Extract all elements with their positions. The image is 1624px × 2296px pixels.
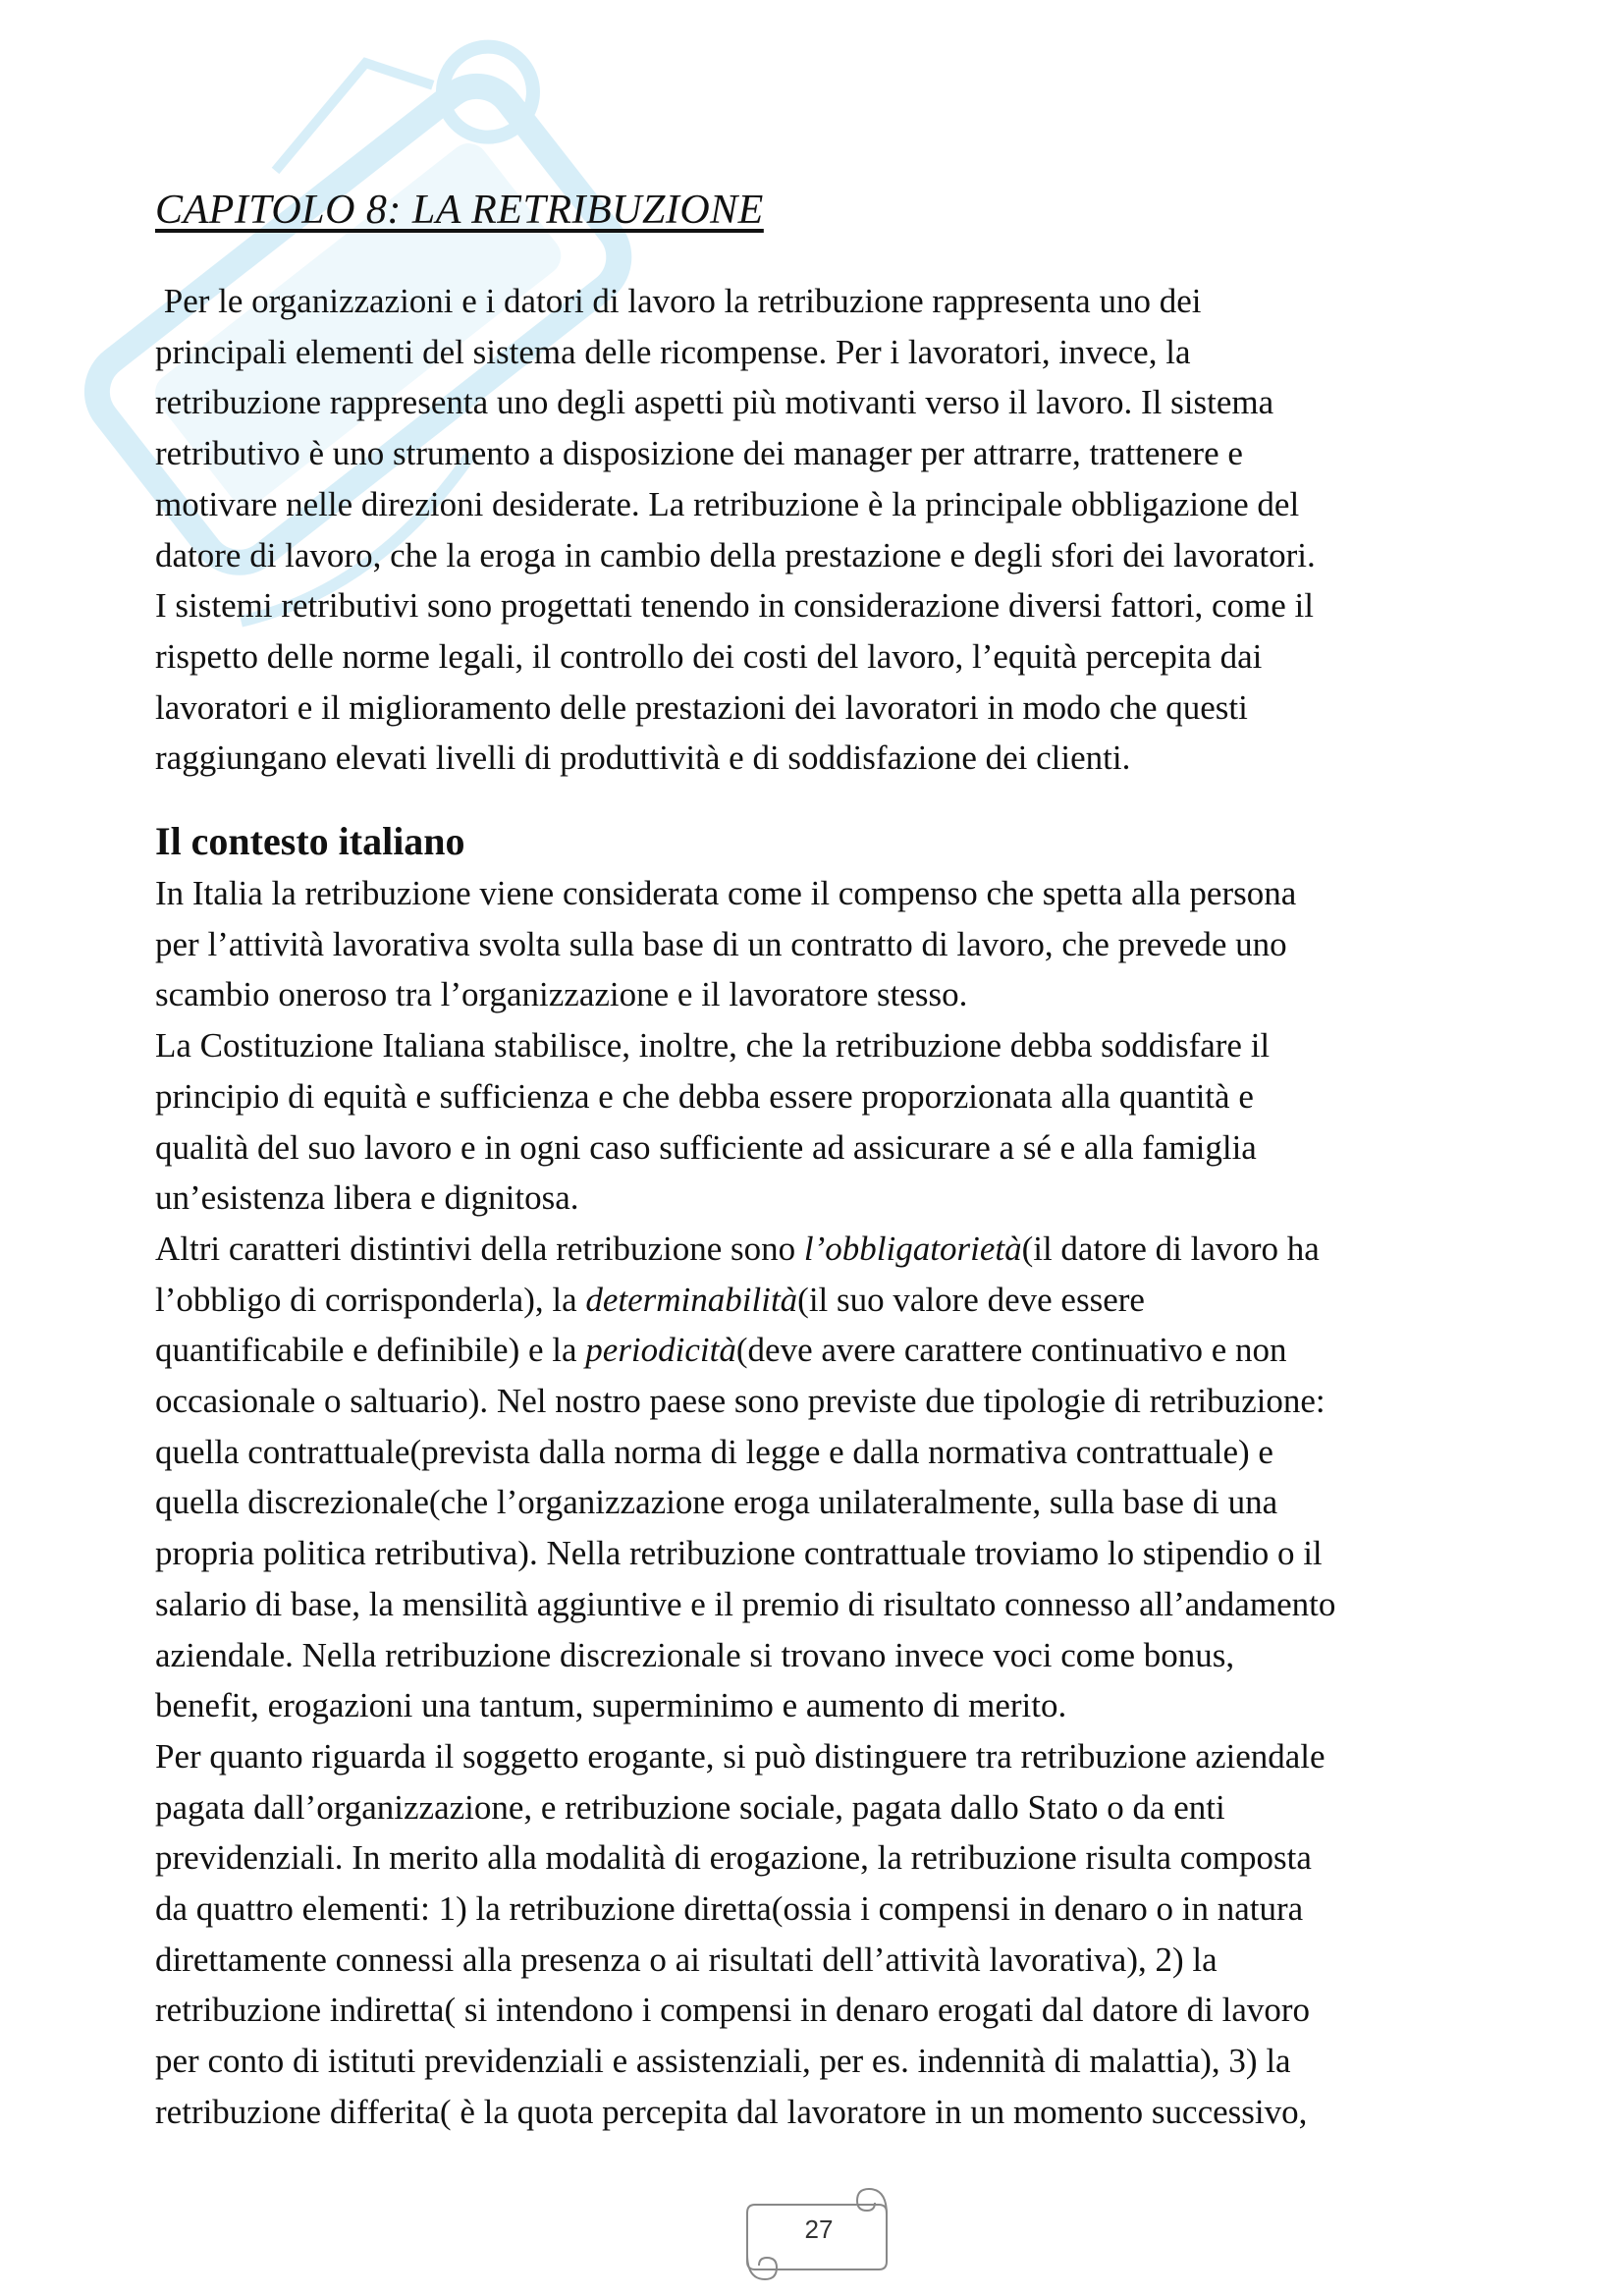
text-line: da quattro elementi: 1) la retribuzione diretta(ossia i compensi in denaro o in natura (155, 1889, 1304, 1929)
text-line (155, 1224, 1495, 1275)
text-line: per l’attività lavorativa svolta sulla base di un contratto di lavoro, che prevede uno (155, 924, 1287, 963)
page-number: 27 (804, 2214, 834, 2244)
text-line: In Italia la retribuzione viene considerata come il compenso che spetta alla persona (155, 874, 1297, 912)
text-line: previdenziali. In merito alla modalità di erogazione, la retribuzione risulta composta (155, 1838, 1312, 1878)
text-line: principio di equità e sufficienza e che debba essere proporzionata alla quantità e (155, 1076, 1254, 1116)
emphasis-term: determinabilità (585, 1280, 798, 1319)
text-line: retributivo è uno strumento a disposizione dei manager per attrarre, trattenere e (155, 434, 1243, 473)
emphasis-term: periodicità (585, 1331, 736, 1370)
text-line: aziendale. Nella retribuzione discrezionale si trovano invece voci come bonus, (155, 1635, 1235, 1674)
text-line: direttamente connessi alla presenza o ai risultati dell’attività lavorativa), 2) la (155, 1940, 1218, 1979)
text-line: Per quanto riguarda il soggetto erogante, si può distinguere tra retribuzione aziendale (155, 1736, 1326, 1776)
text-line: datore di lavoro, che la eroga in cambio della prestazione e degli sfori dei lavoratori. (155, 535, 1316, 574)
section-heading: Il contesto italiano (155, 819, 465, 863)
body-paragraph (155, 868, 1495, 2138)
line-segment: (il suo valore deve essere (797, 1280, 1145, 1319)
line-segment: Altri caratteri distintivi della retribuzione sono (155, 1229, 804, 1268)
text-line: benefit, erogazioni una tantum, superminimo e aumento di merito. (155, 1686, 1067, 1725)
text-line: un’esistenza libera e dignitosa. (155, 1178, 579, 1218)
text-line: per conto di istituti previdenziali e assistenziali, per es. indennità di malattia), 3) la (155, 2042, 1291, 2081)
text-line (155, 1275, 1495, 1326)
text-line: retribuzione rappresenta uno degli aspetti più motivanti verso il lavoro. Il sistema (155, 383, 1274, 422)
text-line: Per le organizzazioni e i datori di lavoro la retribuzione rappresenta uno dei (155, 282, 1202, 320)
text-line: quella contrattuale(prevista dalla norma di legge e dalla normativa contrattuale) e (155, 1432, 1273, 1471)
text-line: I sistemi retributivi sono progettati tenendo in considerazione diversi fattori, come il (155, 586, 1314, 626)
text-line: scambio oneroso tra l’organizzazione e il lavoratore stesso. (155, 975, 968, 1014)
text-line: salario di base, la mensilità aggiuntive e il premio di risultato connesso all’andamento (155, 1584, 1336, 1623)
intro-paragraph (155, 276, 1495, 784)
text-line: raggiungano elevati livelli di produttività e di soddisfazione dei clienti. (155, 738, 1131, 778)
text-line: retribuzione differita( è la quota percepita dal lavoratore in un momento successivo, (155, 2092, 1308, 2131)
text-line: principali elementi del sistema delle ricompense. Per i lavoratori, invece, la (155, 332, 1191, 371)
text-line: motivare nelle direzioni desiderate. La retribuzione è la principale obbligazione del (155, 484, 1300, 523)
emphasis-term: l’obbligatorietà (803, 1229, 1022, 1268)
text-line: propria politica retributiva). Nella retribuzione contrattuale troviamo lo stipendio o il (155, 1534, 1323, 1573)
line-segment: l’obbligo di corrisponderla), la (155, 1280, 586, 1319)
text-line (155, 1325, 1495, 1376)
text-line: La Costituzione Italiana stabilisce, inoltre, che la retribuzione debba soddisfare il (155, 1026, 1271, 1066)
text-line: qualità del suo lavoro e in ogni caso sufficiente ad assicurare a sé e alla famiglia (155, 1127, 1257, 1167)
line-segment: quantificabile e definibile) e la (155, 1331, 586, 1370)
text-line: rispetto delle norme legali, il controllo dei costi del lavoro, l’equità percepita dai (155, 636, 1263, 676)
chapter-title: CAPITOLO 8: LA RETRIBUZIONE (155, 188, 764, 233)
text-line: pagata dall’organizzazione, e retribuzione sociale, pagata dallo Stato o da enti (155, 1787, 1225, 1827)
page-footer (741, 2185, 896, 2283)
text-line: quella discrezionale(che l’organizzazione eroga unilateralmente, sulla base di una (155, 1483, 1278, 1522)
text-line: retribuzione indiretta( si intendono i compensi in denaro erogati dal datore di lavoro (155, 1991, 1311, 2030)
line-segment: (deve avere carattere continuativo e non (735, 1331, 1287, 1370)
text-line: lavoratori e il miglioramento delle prestazioni dei lavoratori in modo che questi (155, 687, 1248, 727)
line-segment: (il datore di lavoro ha (1021, 1229, 1320, 1268)
text-line: occasionale o saltuario). Nel nostro paese sono previste due tipologie di retribuzione: (155, 1382, 1326, 1421)
